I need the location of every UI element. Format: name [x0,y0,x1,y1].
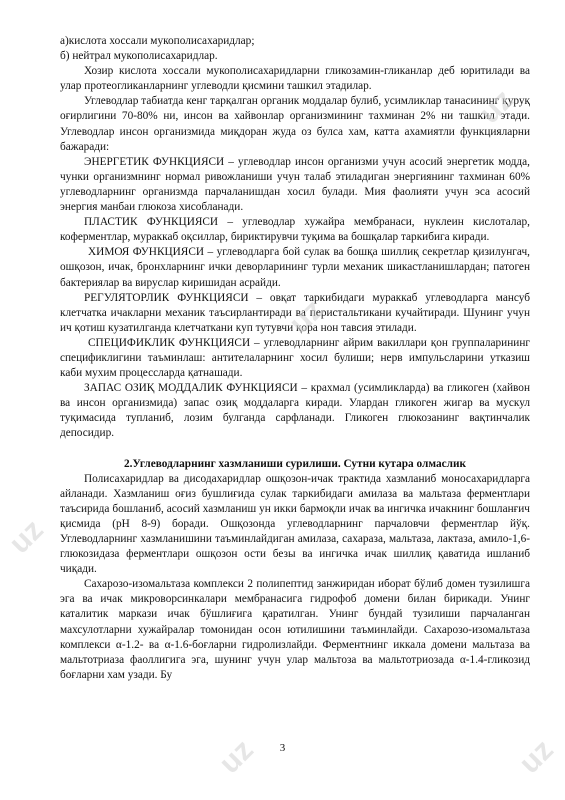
paragraph-neutral-mucopolysaccharides: б) нейтрал мукополисахаридлар. [60,50,218,63]
spacer [60,442,530,457]
paragraph-digestion: Полисахаридлар ва дисодахаридлар ошқозон-ичак трактида хазмланиб моносахаридларга айланади. Хазмланиш оғиз бушлиғида сулак таркибидаги амилаза ва мальтаза ферментлари таъсирида бошланиб, асосий хазмланиш ун икки бармоқли ичак ва ингичка ичакнинг бошланғич қисмида (рН 8-9) боради. Ошқозонда углеводларнинг парчаловчи ферментлар йўқ. Углеводларнинг хазмланишини таъминлайдиган амилаза, сахараза, мальтаза, лактаза, амило-1,6-глюкозидаза ферментлари ошқозон ости безы ва ингичка ичак шиллиқ қаватида ишланиб чиқади. [60,472,530,576]
paragraph-carbohydrates-intro: Углеводлар табиатда кенг тарқалган органик моддалар булиб, усимликлар танасининг қуруқ оғирлигини 70-80% ни, инсон ва хайвонлар организмининг тахминан 2% ни ташкил этади. Углеводлар инсон организмида миқдоран жуда оз булса хам, катта ахамиятли функцияларни бажаради: [60,95,530,153]
paragraph-plastic-function: ПЛАСТИК ФУНКЦИЯСИ – углеводлар хужайра мембранаси, нуклеин кислоталар, коферментлар, мураккаб оқсиллар, бириктирувчи туқима ва бошқалар таркибига киради. [60,216,530,244]
watermark-text: uz [472,83,520,131]
watermark-text: uz [512,733,560,781]
paragraph-acid-mucopolysaccharides: а)кислота хоссали мукополисахаридлар; [60,35,255,47]
watermark-text: uz [2,513,50,561]
paragraph-regulatory-function: РЕГУЛЯТОРЛИК ФУНКЦИЯСИ – овқат таркибидаги мураккаб углеводларга мансуб клетчатка ичакларни механик таъсирлантиради ва перистальтикани кучайтиради. Шунинг учун ич қотиш кузатилганда клетчаткани куп тутувчи қора нон тавсия этилади. [60,291,530,334]
document-body [60,34,530,683]
paragraph-specificity-function: СПЕЦИФИКЛИК ФУНКЦИЯСИ – углеводларнинг айрим вакиллари қон группаларининг спецификлигини таъминлаш: антителаларнинг хосил булиши; нерв импульсларини утказиш каби мухим процессларда қатнашади. [60,336,530,380]
page-number: 3 [279,742,286,754]
paragraph-energetic-function: ЭНЕРГЕТИК ФУНКЦИЯСИ – углеводлар инсон организми учун асосий энергетик модда, чунки организмнинг нормал ривожланиши учун талаб этиладиган энергиянинг тахминан 60% углеводларнинг организмда парчаланишдан хосил булади. Мия фаолияти учун эса асосий энергия манбаи глюкоза хисобланади. [60,155,530,214]
watermark-text: uz [282,293,330,341]
paragraph-storage-function: ЗАПАС ОЗИҚ МОДДАЛИК ФУНКЦИЯСИ – крахмал (усимликларда) ва гликоген (хайвон ва инсон организмида) запас озиқ моддаларга киради. Улардан гликоген жигар ва мускул туқимасида тупланиб, лозим булганда сарфланади. Гликоген глюкозанинг вақтинчалик депосидир. [60,382,530,440]
paragraph-glycosaminoglycans: Хозир кислота хоссали мукополисахаридларни гликозамин-гликанлар деб юритилади ва улар протеогликанларнинг углеводли қисмини ташкил этадилар. [60,65,530,93]
watermark-text: uz [212,733,260,781]
paragraph-sucrase-isomaltase: Сахарозо-изомальтаза комплекси 2 полипептид занжиридан иборат бўлиб домен тузилишга эга ва ичак микроворсинкалари мембранасига гидрофоб домени билан бирикади. Унинг каталитик маркази ичак бўшлиғига қаратилган. Унинг бундай тузилиши парчаланган махсулотларни хужайралар томонидан осон ютилишини таъминлайди. Сахарозо-изомальтаза комплекси α-1.2- ва α-1.6-боғларни гидролизлайди. Ферментнинг иккала домени мальтаза ва мальтотриаза фаоллигига эга, шунинг учун улар мальтоза ва мальтотриозада α-1.4-гликозид боғларни хам узади. Бу [60,578,530,681]
paragraph-protective-function: ХИМОЯ ФУНКЦИЯСИ – углеводларга бой сулак ва бошқа шиллиқ секретлар қизилунгач, ошқозон, ичак, бронхларнинг ички деворларининг турли механик шикастланишлардан; патоген бактериялар ва вируслар киришидан асрайди. [60,246,530,289]
section-heading: 2.Углеводларнинг хазмланиши сурилиши. Сутни кутара олмаслик [124,457,466,470]
